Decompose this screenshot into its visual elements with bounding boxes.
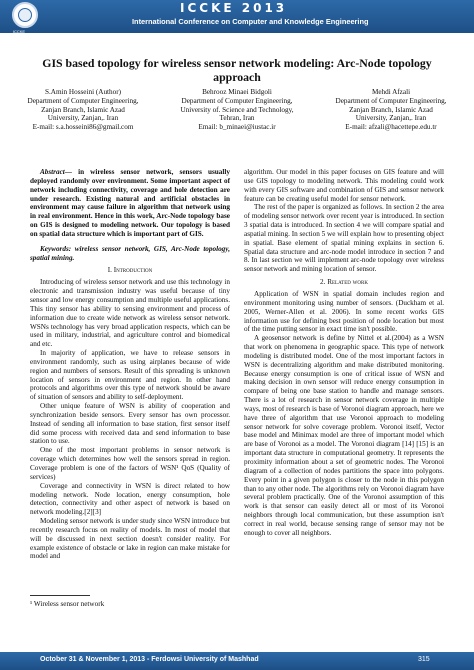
logo-text: ICCKE <box>12 29 26 34</box>
paragraph: Coverage and connectivity in WSN is direct related to how modeling network. Node location, energy consumption, hole detection, connectivity and other aspect of network is based on network modeling.[2][3] <box>30 481 230 517</box>
left-column <box>30 168 230 561</box>
paragraph: In majority of application, we have to release sensors in environment randomly, such as using airplanes because of wide region and numbers of sensors. Result of this spreading is unknown location of sensors in environment and region. In other hand protocols and algorithms over this type of network should be aware of situation of sensors and ability to self-deployment. <box>30 349 230 402</box>
section-heading-introduction: I. Introduction <box>107 266 153 275</box>
conference-footer-bar <box>0 652 474 670</box>
author-affiliation: Zanjan Branch, Islamic Azad <box>41 105 125 114</box>
author-name: Behrooz Minaei Bidgoli <box>202 88 272 96</box>
author-block-3 <box>316 88 466 132</box>
keywords: Keywords: wireless sensor network, GIS, Arc-Node topology, spatial mining. <box>30 244 230 262</box>
author-location: University, Zanjan,. Iran <box>47 114 119 123</box>
conference-logo-icon <box>12 2 38 28</box>
author-email: Email: b_minaei@iustac.ir <box>198 123 276 132</box>
paragraph: The rest of the paper is organized as follows. In section 2 the area of modeling sensor network over recent year is introduced. In section 3 spatial data is introduced. In section 4 we will compare spatial and aspatial mining. In section 5 we will explain how to presenting object in spatial. Base element of spatial mining explains in section 6. Spatial data structure and arc-node model introduce in section 7 and 8. In last section we will implement arc-node topology over wireless sensor network and mining location of sensor. <box>244 203 445 274</box>
paragraph: algorithm. Our model in this paper focuses on GIS feature and will use GIS topology to modeling network. This modeling could work with every GIS software and combination of GIS and sensor network feature can be creating useful model for sensor network. <box>244 168 444 203</box>
conference-full-title: International Conference on Computer and Knowledge Engineering <box>132 17 369 26</box>
paragraph: Introducing of wireless sensor network and use this technology in electronic and transmission industry was useful because of tiny sensor and low energy consumption and multiple useful applications. This tiny sensor has ability to sensing environment and process of information due to create wide network as wireless sensor network. WSNs technology has very broad application respects, which can be used in military, industrial, and agriculture control and biomedical and etc. <box>30 278 230 349</box>
conference-header-bar <box>0 0 474 33</box>
paragraph: Modeling sensor network is under study since WSN introduce but recently research focus on reality of models. In most of model that will be discussed in next section doesn't consider reality. For example existence of obstacle or lake in region can make mistake for model and <box>30 517 230 561</box>
abstract-text: in wireless sensor network, sensors usually deployed randomly over environment. Some important aspect of network including connectivity, coverage and hole detection are under research. Existing natural and artificial obstacles in environment may cause failure in algorithm that network using in real environment. Hence in this work, Arc-Node topology base on GIS is designed to modeling network. Our topology is based on spatial data structure which is important part of GIS. <box>30 168 230 238</box>
footnote: ¹ Wireless sensor network <box>30 600 105 608</box>
page-number: 315 <box>418 656 430 663</box>
paragraph: One of the most important problems in sensor network is coverage which determines how well the sensors spread in region. Coverage problem is one of the factors of WSN¹ QoS (Quality of services) <box>30 446 230 481</box>
abstract-label: Abstract— <box>40 168 72 176</box>
right-column <box>244 168 444 538</box>
paragraph: Application of WSN in spatial domain includes region and environment monitoring using number of sensors. (Duckham et al. 2005, Werner-Allen et al. 2006). In some recent works GIS information use for defining best position of node location but most of the time putting sensor in exact time isn't possible. <box>244 289 444 334</box>
paper-title: GIS based topology for wireless sensor network modeling: Arc-Node topology approach <box>42 56 432 84</box>
author-name: Mehdi Afzali <box>371 88 411 96</box>
author-location: University, Zanjan,. Iran <box>355 114 427 123</box>
footnote-rule <box>30 595 90 596</box>
paragraph: Other unique feature of WSN is ability of cooperation and synchronization beside sensors. Every sensor has own processor. Instead of sending all information to base station, first sensor itself did some process with received data and send information to base station to use. <box>30 402 230 446</box>
author-name: S.Amin Hosseini (Author) <box>44 88 122 96</box>
author-affiliation: Zanjan Branch, Islamic Azad <box>349 105 433 114</box>
author-affiliation: Department of Computer Engineering, <box>27 96 139 105</box>
section-heading-related-work: 2. Related work <box>320 278 368 287</box>
conference-short-title: ICCKE 2013 <box>180 1 288 15</box>
author-block-2 <box>162 88 312 132</box>
author-affiliation: Department of Computer Engineering, <box>335 96 447 105</box>
author-email: E-mail: afzali@hacettepe.edu.tr <box>345 123 437 132</box>
author-email: E-mail: s.a.hosseini86@gmail.com <box>32 123 134 132</box>
footer-date-venue: October 31 & November 1, 2013 - Ferdowsi University of Mashhad <box>40 656 259 663</box>
author-affiliation: University of. Science and Technology, <box>180 105 294 114</box>
abstract <box>30 168 230 239</box>
paragraph: A geosensor network is define by Nittel et al.(2004) as a WSN that work on phenomena in geographic space. This type of network modeling is distributed model. One of the most important factors in WSN is decentralizing algorithm and make distributed monitoring. Because energy consumption is one of critical issue of WSN and making decision in own sensor will reduce energy consumption in compare of being one base station to handle and manage sensors. There is a lot of research in sensor network coverage in multiple ways, most of research is base of Voronoi diagram approach, here we have three of algorithm that use Voronoi approach to modeling sensor network for solve coverage problem. Voronoi itself, Vector base model and Minimax model are three of important model which are base of Voronoi as a model. The Voronoi diagram [14] [15] is an important data structure in computational geometry. It represents the proximity information about a set of geometric nodes. The Voronoi diagram of a collection of nodes partitions the space into polygons. Every point in a given polygon is closer to the node in this polygon than to any other node. The algorithms rely on Voronoi diagram have several problem practically. One of the Voronoi assumption of this work is that sensor can easily detect all or most of its Voronoi neighbors through local communication, but these assumption isn't correct in real world, because sensing range of sensor may not be enough to cover all neighbors. <box>244 334 444 537</box>
author-affiliation: Department of Computer Engineering, <box>181 96 293 105</box>
author-location: Tehran, Iran <box>219 114 255 123</box>
author-block-1 <box>8 88 158 132</box>
